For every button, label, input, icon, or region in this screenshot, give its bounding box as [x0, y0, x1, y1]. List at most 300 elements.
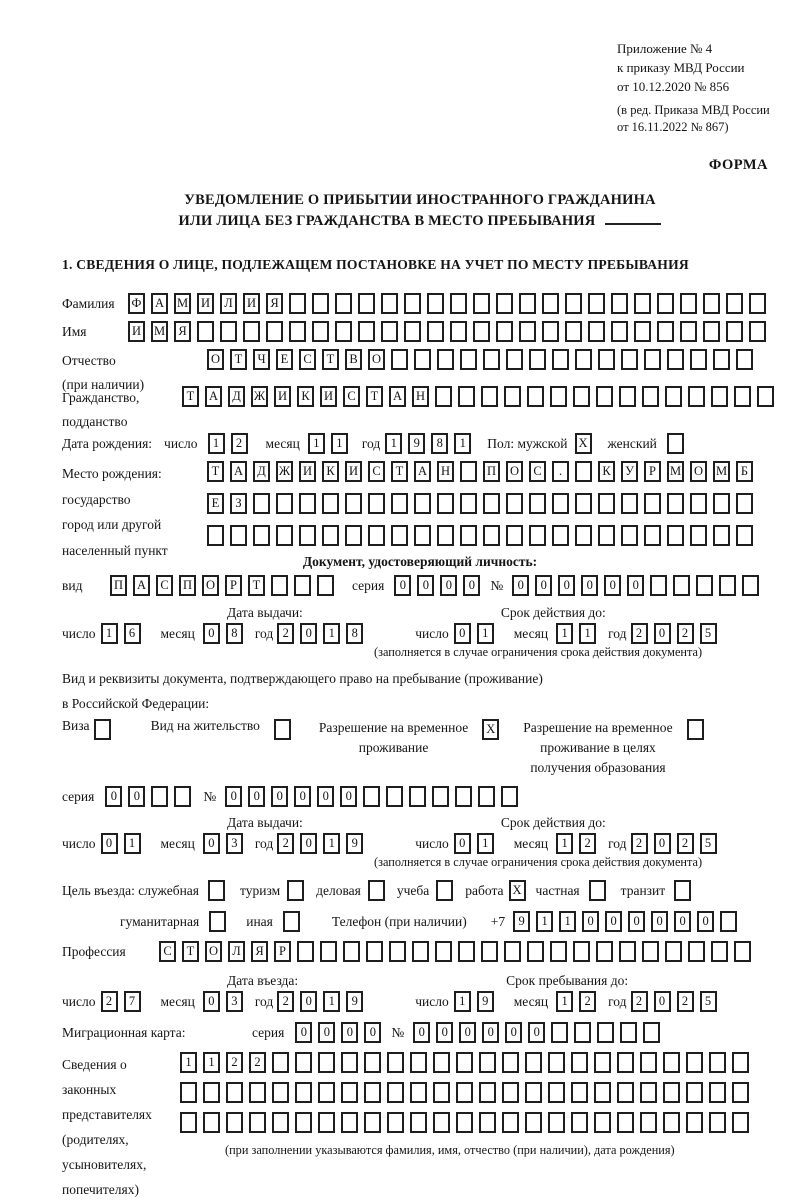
char-box[interactable]	[506, 525, 523, 546]
char-box[interactable]	[548, 1082, 565, 1103]
char-box[interactable]: С	[156, 575, 173, 596]
char-box[interactable]: Ж	[276, 461, 293, 482]
char-box[interactable]	[644, 525, 661, 546]
char-box[interactable]: 1	[385, 433, 402, 454]
char-box[interactable]: М	[174, 293, 191, 314]
char-box[interactable]	[550, 941, 567, 962]
char-box[interactable]	[391, 525, 408, 546]
char-box[interactable]: 1	[579, 623, 596, 644]
char-box[interactable]: 2	[631, 991, 648, 1012]
char-box[interactable]	[391, 493, 408, 514]
char-box[interactable]	[529, 525, 546, 546]
char-box[interactable]	[478, 786, 495, 807]
char-box[interactable]	[711, 386, 728, 407]
char-box[interactable]	[665, 386, 682, 407]
char-box[interactable]	[427, 321, 444, 342]
char-box[interactable]	[249, 1112, 266, 1133]
char-box[interactable]	[207, 525, 224, 546]
char-box[interactable]	[410, 1112, 427, 1133]
char-box[interactable]: Т	[248, 575, 265, 596]
char-box[interactable]: 0	[317, 786, 334, 807]
char-box[interactable]	[437, 493, 454, 514]
char-box[interactable]	[427, 293, 444, 314]
char-box[interactable]	[387, 1052, 404, 1073]
char-box[interactable]	[573, 386, 590, 407]
char-box[interactable]	[436, 880, 453, 901]
char-box[interactable]	[479, 1082, 496, 1103]
char-box[interactable]: И	[128, 321, 145, 342]
char-box[interactable]	[594, 1112, 611, 1133]
char-box[interactable]	[690, 349, 707, 370]
char-box[interactable]	[226, 1112, 243, 1133]
char-box[interactable]: 2	[277, 623, 294, 644]
char-box[interactable]	[473, 321, 490, 342]
char-box[interactable]	[410, 1052, 427, 1073]
char-box[interactable]	[209, 911, 226, 932]
char-box[interactable]: Т	[230, 349, 247, 370]
char-box[interactable]: Я	[174, 321, 191, 342]
char-box[interactable]: Т	[366, 386, 383, 407]
char-box[interactable]: 9	[346, 833, 363, 854]
char-box[interactable]	[696, 575, 713, 596]
char-box[interactable]	[703, 293, 720, 314]
char-box[interactable]: И	[299, 461, 316, 482]
char-box[interactable]	[345, 525, 362, 546]
char-box[interactable]	[575, 525, 592, 546]
char-box[interactable]	[719, 575, 736, 596]
char-box[interactable]: X	[509, 880, 526, 901]
char-box[interactable]	[688, 386, 705, 407]
char-box[interactable]	[502, 1082, 519, 1103]
char-box[interactable]	[483, 349, 500, 370]
char-box[interactable]	[617, 1112, 634, 1133]
char-box[interactable]	[295, 1112, 312, 1133]
char-box[interactable]: 0	[394, 575, 411, 596]
char-box[interactable]	[389, 941, 406, 962]
char-box[interactable]	[455, 786, 472, 807]
char-box[interactable]: 0	[651, 911, 668, 932]
char-box[interactable]	[667, 349, 684, 370]
char-box[interactable]: А	[133, 575, 150, 596]
char-box[interactable]	[575, 349, 592, 370]
char-box[interactable]	[663, 1082, 680, 1103]
char-box[interactable]	[551, 1022, 568, 1043]
char-box[interactable]: О	[202, 575, 219, 596]
char-box[interactable]	[680, 293, 697, 314]
char-box[interactable]: Е	[207, 493, 224, 514]
char-box[interactable]: 6	[124, 623, 141, 644]
char-box[interactable]: О	[506, 461, 523, 482]
char-box[interactable]: 0	[300, 991, 317, 1012]
char-box[interactable]	[617, 1082, 634, 1103]
char-box[interactable]	[437, 349, 454, 370]
char-box[interactable]: Т	[391, 461, 408, 482]
char-box[interactable]: 0	[203, 991, 220, 1012]
char-box[interactable]: 9	[513, 911, 530, 932]
char-box[interactable]	[525, 1082, 542, 1103]
char-box[interactable]	[343, 941, 360, 962]
char-box[interactable]	[435, 941, 452, 962]
char-box[interactable]	[496, 321, 513, 342]
char-box[interactable]	[437, 525, 454, 546]
char-box[interactable]	[249, 1082, 266, 1103]
char-box[interactable]: 1	[180, 1052, 197, 1073]
char-box[interactable]	[643, 1022, 660, 1043]
char-box[interactable]: У	[621, 461, 638, 482]
char-box[interactable]	[386, 786, 403, 807]
char-box[interactable]	[243, 321, 260, 342]
char-box[interactable]	[295, 1052, 312, 1073]
char-box[interactable]: Я	[266, 293, 283, 314]
char-box[interactable]	[667, 525, 684, 546]
char-box[interactable]: 2	[677, 623, 694, 644]
char-box[interactable]: Т	[322, 349, 339, 370]
char-box[interactable]	[504, 386, 521, 407]
char-box[interactable]	[573, 941, 590, 962]
char-box[interactable]	[529, 349, 546, 370]
char-box[interactable]	[253, 525, 270, 546]
char-box[interactable]	[574, 1022, 591, 1043]
char-box[interactable]: 1	[477, 833, 494, 854]
char-box[interactable]	[598, 349, 615, 370]
char-box[interactable]	[617, 1052, 634, 1073]
char-box[interactable]	[458, 941, 475, 962]
char-box[interactable]: 0	[413, 1022, 430, 1043]
char-box[interactable]: 2	[677, 833, 694, 854]
char-box[interactable]	[322, 493, 339, 514]
char-box[interactable]	[363, 786, 380, 807]
char-box[interactable]	[502, 1052, 519, 1073]
char-box[interactable]	[180, 1112, 197, 1133]
char-box[interactable]	[726, 321, 743, 342]
char-box[interactable]	[552, 525, 569, 546]
char-box[interactable]: 1	[556, 623, 573, 644]
char-box[interactable]: 2	[226, 1052, 243, 1073]
char-box[interactable]	[368, 880, 385, 901]
char-box[interactable]	[317, 575, 334, 596]
char-box[interactable]	[368, 525, 385, 546]
char-box[interactable]	[588, 293, 605, 314]
char-box[interactable]: 2	[677, 991, 694, 1012]
char-box[interactable]	[596, 386, 613, 407]
char-box[interactable]	[709, 1082, 726, 1103]
char-box[interactable]	[686, 1082, 703, 1103]
char-box[interactable]	[621, 349, 638, 370]
char-box[interactable]: 1	[124, 833, 141, 854]
char-box[interactable]	[597, 1022, 614, 1043]
char-box[interactable]: И	[274, 386, 291, 407]
char-box[interactable]: Е	[276, 349, 293, 370]
char-box[interactable]: 0	[505, 1022, 522, 1043]
char-box[interactable]	[565, 321, 582, 342]
char-box[interactable]: Л	[228, 941, 245, 962]
char-box[interactable]	[594, 1052, 611, 1073]
char-box[interactable]: Б	[736, 461, 753, 482]
char-box[interactable]	[665, 941, 682, 962]
char-box[interactable]	[230, 525, 247, 546]
char-box[interactable]: В	[345, 349, 362, 370]
char-box[interactable]: 2	[277, 833, 294, 854]
char-box[interactable]	[433, 1082, 450, 1103]
char-box[interactable]	[460, 461, 477, 482]
char-box[interactable]: 2	[277, 991, 294, 1012]
char-box[interactable]: 0	[417, 575, 434, 596]
char-box[interactable]: 1	[323, 833, 340, 854]
char-box[interactable]	[757, 386, 774, 407]
char-box[interactable]	[674, 880, 691, 901]
char-box[interactable]: П	[483, 461, 500, 482]
char-box[interactable]	[542, 321, 559, 342]
char-box[interactable]	[667, 433, 684, 454]
char-box[interactable]	[504, 941, 521, 962]
char-box[interactable]: 0	[654, 991, 671, 1012]
char-box[interactable]	[335, 321, 352, 342]
char-box[interactable]	[368, 493, 385, 514]
char-box[interactable]: 2	[579, 833, 596, 854]
char-box[interactable]	[410, 1082, 427, 1103]
char-box[interactable]	[297, 941, 314, 962]
char-box[interactable]	[588, 321, 605, 342]
char-box[interactable]	[519, 321, 536, 342]
char-box[interactable]: 1	[101, 623, 118, 644]
char-box[interactable]	[713, 493, 730, 514]
char-box[interactable]: Д	[253, 461, 270, 482]
char-box[interactable]: А	[389, 386, 406, 407]
char-box[interactable]: 1	[556, 991, 573, 1012]
char-box[interactable]	[663, 1052, 680, 1073]
char-box[interactable]	[711, 941, 728, 962]
char-box[interactable]	[412, 941, 429, 962]
char-box[interactable]	[640, 1052, 657, 1073]
char-box[interactable]: Ч	[253, 349, 270, 370]
char-box[interactable]	[180, 1082, 197, 1103]
char-box[interactable]	[506, 493, 523, 514]
char-box[interactable]	[414, 525, 431, 546]
char-box[interactable]	[295, 1082, 312, 1103]
char-box[interactable]: 0	[528, 1022, 545, 1043]
char-box[interactable]: 0	[101, 833, 118, 854]
char-box[interactable]	[502, 1112, 519, 1133]
char-box[interactable]	[619, 941, 636, 962]
char-box[interactable]	[548, 1112, 565, 1133]
char-box[interactable]	[642, 386, 659, 407]
char-box[interactable]	[299, 493, 316, 514]
char-box[interactable]	[294, 575, 311, 596]
char-box[interactable]: И	[197, 293, 214, 314]
char-box[interactable]: X	[482, 719, 499, 740]
char-box[interactable]: М	[713, 461, 730, 482]
char-box[interactable]	[640, 1082, 657, 1103]
char-box[interactable]: 9	[477, 991, 494, 1012]
char-box[interactable]	[208, 880, 225, 901]
char-box[interactable]: А	[414, 461, 431, 482]
char-box[interactable]: 2	[249, 1052, 266, 1073]
char-box[interactable]: С	[529, 461, 546, 482]
char-box[interactable]	[621, 493, 638, 514]
char-box[interactable]: 0	[340, 786, 357, 807]
char-box[interactable]	[732, 1112, 749, 1133]
char-box[interactable]: Р	[274, 941, 291, 962]
char-box[interactable]	[749, 293, 766, 314]
char-box[interactable]	[341, 1082, 358, 1103]
char-box[interactable]	[318, 1082, 335, 1103]
char-box[interactable]	[450, 293, 467, 314]
char-box[interactable]: 0	[203, 833, 220, 854]
char-box[interactable]	[686, 1052, 703, 1073]
char-box[interactable]: 2	[101, 991, 118, 1012]
char-box[interactable]	[634, 293, 651, 314]
char-box[interactable]	[732, 1052, 749, 1073]
char-box[interactable]	[589, 880, 606, 901]
char-box[interactable]	[527, 386, 544, 407]
char-box[interactable]	[358, 293, 375, 314]
char-box[interactable]: 1	[331, 433, 348, 454]
char-box[interactable]: 5	[700, 623, 717, 644]
char-box[interactable]	[432, 786, 449, 807]
char-box[interactable]: 8	[431, 433, 448, 454]
char-box[interactable]: Н	[412, 386, 429, 407]
char-box[interactable]: 0	[300, 623, 317, 644]
char-box[interactable]: 0	[605, 911, 622, 932]
char-box[interactable]	[542, 293, 559, 314]
char-box[interactable]	[525, 1112, 542, 1133]
char-box[interactable]: 0	[604, 575, 621, 596]
char-box[interactable]	[341, 1112, 358, 1133]
char-box[interactable]: К	[598, 461, 615, 482]
char-box[interactable]	[552, 349, 569, 370]
char-box[interactable]: З	[230, 493, 247, 514]
char-box[interactable]: 9	[408, 433, 425, 454]
char-box[interactable]: 0	[364, 1022, 381, 1043]
char-box[interactable]: 0	[203, 623, 220, 644]
char-box[interactable]	[713, 525, 730, 546]
char-box[interactable]	[736, 349, 753, 370]
char-box[interactable]	[312, 293, 329, 314]
char-box[interactable]	[571, 1082, 588, 1103]
char-box[interactable]: Я	[251, 941, 268, 962]
char-box[interactable]	[456, 1082, 473, 1103]
char-box[interactable]	[287, 880, 304, 901]
char-box[interactable]: 0	[454, 623, 471, 644]
char-box[interactable]	[619, 386, 636, 407]
char-box[interactable]	[366, 941, 383, 962]
char-box[interactable]	[598, 525, 615, 546]
char-box[interactable]	[687, 719, 704, 740]
char-box[interactable]	[381, 293, 398, 314]
char-box[interactable]: 1	[308, 433, 325, 454]
char-box[interactable]: С	[368, 461, 385, 482]
char-box[interactable]: 1	[559, 911, 576, 932]
char-box[interactable]	[709, 1112, 726, 1133]
char-box[interactable]	[174, 786, 191, 807]
char-box[interactable]	[283, 911, 300, 932]
char-box[interactable]	[640, 1112, 657, 1133]
char-box[interactable]	[318, 1052, 335, 1073]
char-box[interactable]: 0	[318, 1022, 335, 1043]
char-box[interactable]	[621, 525, 638, 546]
char-box[interactable]: А	[151, 293, 168, 314]
char-box[interactable]	[358, 321, 375, 342]
char-box[interactable]	[479, 1112, 496, 1133]
char-box[interactable]	[501, 786, 518, 807]
char-box[interactable]	[644, 493, 661, 514]
char-box[interactable]	[525, 1052, 542, 1073]
char-box[interactable]: К	[297, 386, 314, 407]
char-box[interactable]	[742, 575, 759, 596]
char-box[interactable]: 0	[654, 833, 671, 854]
char-box[interactable]	[726, 293, 743, 314]
char-box[interactable]	[703, 321, 720, 342]
char-box[interactable]: 0	[128, 786, 145, 807]
char-box[interactable]: Т	[182, 941, 199, 962]
char-box[interactable]: 0	[581, 575, 598, 596]
char-box[interactable]: 5	[700, 833, 717, 854]
char-box[interactable]: П	[110, 575, 127, 596]
char-box[interactable]: 0	[105, 786, 122, 807]
char-box[interactable]	[289, 321, 306, 342]
char-box[interactable]: .	[552, 461, 569, 482]
char-box[interactable]	[435, 386, 452, 407]
char-box[interactable]: 0	[482, 1022, 499, 1043]
char-box[interactable]: А	[230, 461, 247, 482]
char-box[interactable]	[571, 1052, 588, 1073]
char-box[interactable]	[203, 1112, 220, 1133]
char-box[interactable]	[203, 1082, 220, 1103]
char-box[interactable]: Н	[437, 461, 454, 482]
char-box[interactable]	[680, 321, 697, 342]
char-box[interactable]	[404, 293, 421, 314]
char-box[interactable]: 1	[208, 433, 225, 454]
char-box[interactable]	[732, 1082, 749, 1103]
char-box[interactable]	[289, 293, 306, 314]
char-box[interactable]	[575, 461, 592, 482]
char-box[interactable]: Т	[182, 386, 199, 407]
char-box[interactable]: 0	[440, 575, 457, 596]
char-box[interactable]	[322, 525, 339, 546]
char-box[interactable]	[433, 1112, 450, 1133]
char-box[interactable]: 7	[124, 991, 141, 1012]
char-box[interactable]	[335, 293, 352, 314]
char-box[interactable]: 2	[631, 623, 648, 644]
char-box[interactable]	[565, 293, 582, 314]
char-box[interactable]	[458, 386, 475, 407]
char-box[interactable]: 0	[558, 575, 575, 596]
char-box[interactable]	[506, 349, 523, 370]
char-box[interactable]	[736, 493, 753, 514]
char-box[interactable]	[272, 1082, 289, 1103]
char-box[interactable]	[736, 525, 753, 546]
char-box[interactable]: О	[368, 349, 385, 370]
char-box[interactable]: X	[575, 433, 592, 454]
char-box[interactable]: 0	[654, 623, 671, 644]
char-box[interactable]: 0	[454, 833, 471, 854]
char-box[interactable]	[320, 941, 337, 962]
char-box[interactable]	[642, 941, 659, 962]
char-box[interactable]	[312, 321, 329, 342]
char-box[interactable]: Ж	[251, 386, 268, 407]
char-box[interactable]: 1	[323, 623, 340, 644]
char-box[interactable]: П	[179, 575, 196, 596]
char-box[interactable]	[734, 941, 751, 962]
char-box[interactable]	[391, 349, 408, 370]
char-box[interactable]	[481, 941, 498, 962]
char-box[interactable]	[657, 293, 674, 314]
char-box[interactable]	[527, 941, 544, 962]
char-box[interactable]	[644, 349, 661, 370]
char-box[interactable]	[456, 1052, 473, 1073]
char-box[interactable]	[611, 293, 628, 314]
char-box[interactable]: Ф	[128, 293, 145, 314]
